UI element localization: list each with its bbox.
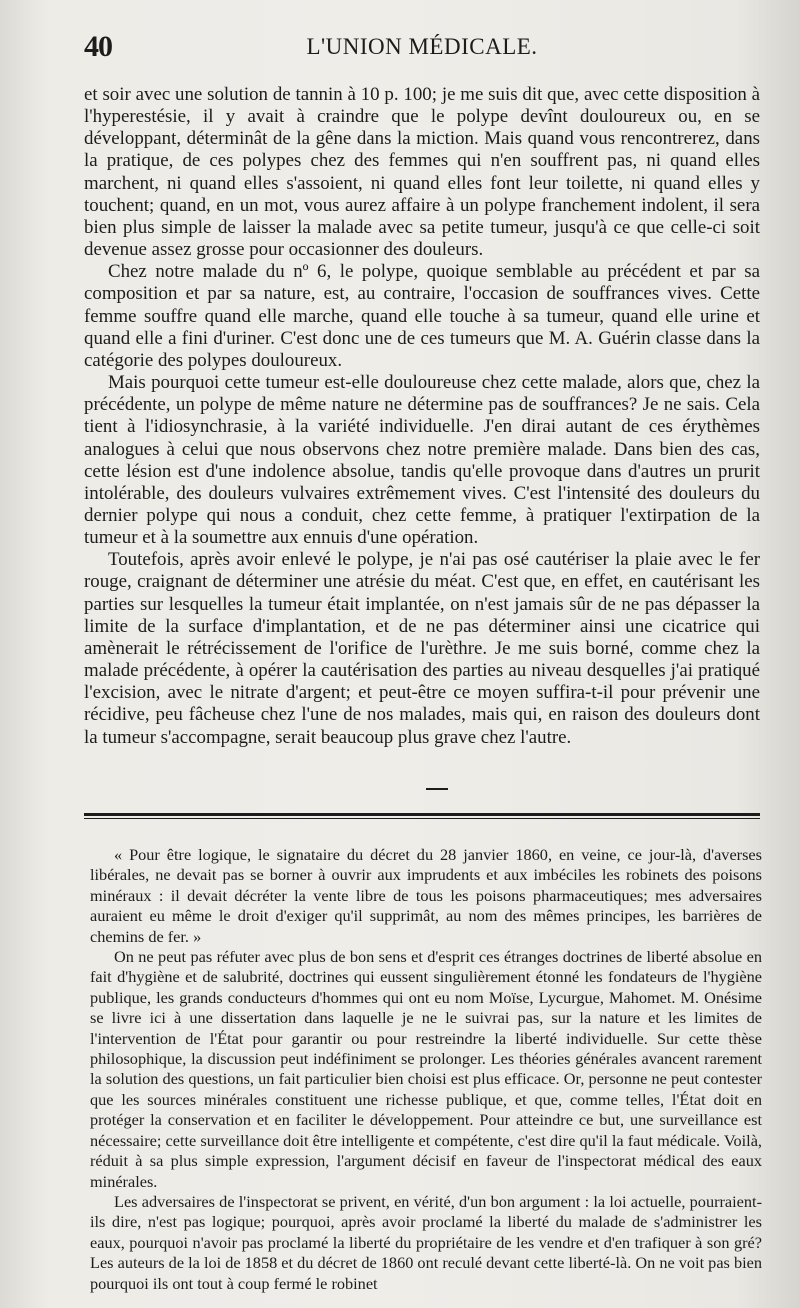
running-title: L'UNION MÉDICALE. [306,34,538,59]
feuilleton-paragraph: Les adversaires de l'inspectorat se privent, en vérité, d'un bon argument : la loi actuelle, pourraient-ils dire, n'est pas logique; pourquoi, après avoir proclamé la liberté du malade de s'administrer les eaux, pourquoi n'avoir pas proclamé la liberté du propriétaire de les vendre et d'en trafiquer à son gré? Les auteurs de la loi de 1858 et du décret de 1860 ont reculé devant cette liberté-là. On ne voit pas bien pourquoi ils ont tout à coup fermé le robinet [90,1191,762,1293]
article-paragraph: Mais pourquoi cette tumeur est-elle douloureuse chez cette malade, alors que, chez la précédente, un polype de même nature ne détermine pas de souffrances? Je ne sais. Cela tient à l'idiosynchrasie, à la variété individuelle. J'en dirai autant de ces érythèmes analogues à celui que nous observons chez notre première malade. Dans bien des cas, cette lésion est d'une indolence absolue, tandis qu'elle provoque dans d'autres un prurit intolérable, des douleurs vulvaires extrêmement vives. C'est l'intensité des douleurs du dernier polype qui nous a conduit, chez cette femme, à pratiquer l'extirpation de la tumeur et à la soumettre aux ennuis d'une opération. [84,372,760,549]
article-body [84,84,760,749]
feuilleton-quote: « Pour être logique, le signataire du décret du 28 janvier 1860, en veine, ce jour-là, d'averses libérales, ne devait pas se borner à ouvrir aux imprudents et aux imbéciles les robinets des poisons minéraux : il devait décréter la vente libre de tous les poisons pharmaceutiques; mes adversaires auraient eu même le droit d'exiger qu'il supprimât, au nom des mêmes principes, les barrières de chemins de fer. » [90,845,762,946]
article-paragraph: Toutefois, après avoir enlevé le polype, je n'ai pas osé cautériser la plaie avec le fer rouge, craignant de déterminer une atrésie du méat. C'est que, en effet, en cautérisant les parties sur lesquelles la tumeur était implantée, on n'est jamais sûr de ne pas dépasser la limite de la surface d'implantation, et de ne pas déterminer ainsi une cicatrice qui amènerait le rétrécissement de l'orifice de l'urèthre. Je me suis borné, comme chez la malade précédente, à opérer la cautérisation des parties au niveau desquelles j'ai pratiqué l'excision, avec le nitrate d'argent; et peut-être ce moyen suffira-t-il pour prévenir une récidive, peu fâcheuse chez l'une de nos malades, mais qui, en raison des douleurs dont la tumeur s'accompagne, serait beaucoup plus grave chez l'autre. [84,549,760,748]
feuilleton-body [90,845,762,1294]
page-number: 40 [84,30,112,63]
article-paragraph: Chez notre malade du nº 6, le polype, quoique semblable au précédent et par sa composition et par sa nature, est, au contraire, l'occasion de souffrances vives. Cette femme souffre quand elle marche, quand elle touche à sa tumeur, quand elle urine et quand elle a fini d'uriner. C'est donc une de ces tumeurs que M. A. Guérin classe dans la catégorie des polypes douloureux. [84,261,760,371]
feuilleton-divider-thick [84,813,760,816]
feuilleton-divider-thin [84,818,760,819]
feuilleton-paragraph: On ne peut pas réfuter avec plus de bon sens et d'esprit ces étranges doctrines de liberté absolue en fait d'hygiène et de salubrité, doctrines qui eussent singulièrement étonné les fondateurs de l'hygiène publique, les grands conducteurs d'hommes qui ont eu nom Moïse, Lycurgue, Mahomet. M. Onésime se livre ici à une dissertation dans laquelle je ne le suivrai pas, sur la nature et les limites de l'intervention de l'État pour garantir ou pour restreindre la liberté individuelle. Sur cette thèse philosophique, la discussion peut indéfiniment se prolonger. Les théories générales avancent rarement la solution des questions, un fait particulier bien choisi est plus efficace. Or, personne ne peut contester que les sources minérales constituent une richesse publique, et que, comme telles, l'État doit en protéger la conservation et en faciliter le développement. Pour atteindre ce but, une surveillance est nécessaire; cette surveillance doit être intelligente et compétente, c'est dire qu'il la faut médicale. Voilà, réduit à sa plus simple expression, l'argument décisif en faveur de l'inspectorat médical des eaux minérales. [90,947,762,1191]
page-header [84,30,760,70]
article-paragraph: et soir avec une solution de tannin à 10 p. 100; je me suis dit que, avec cette disposition à l'hyperestésie, il y avait à craindre que le polype devînt douloureux ou, en se développant, déterminât de la gêne dans la miction. Mais quand vous rencontrerez, dans la pratique, de ces polypes chez des femmes qui n'en souffrent pas, ni quand elles marchent, ni quand elles s'assoient, ni quand elles font leur toilette, ni quand elles y touchent; quand, en un mot, vous aurez affaire à un polype franchement indolent, il sera bien plus simple de laisser la malade avec sa petite tumeur, jusqu'à ce que celle-ci soit devenue assez grosse pour occasionner des douleurs. [84,84,760,261]
end-of-article-mark [426,788,448,790]
